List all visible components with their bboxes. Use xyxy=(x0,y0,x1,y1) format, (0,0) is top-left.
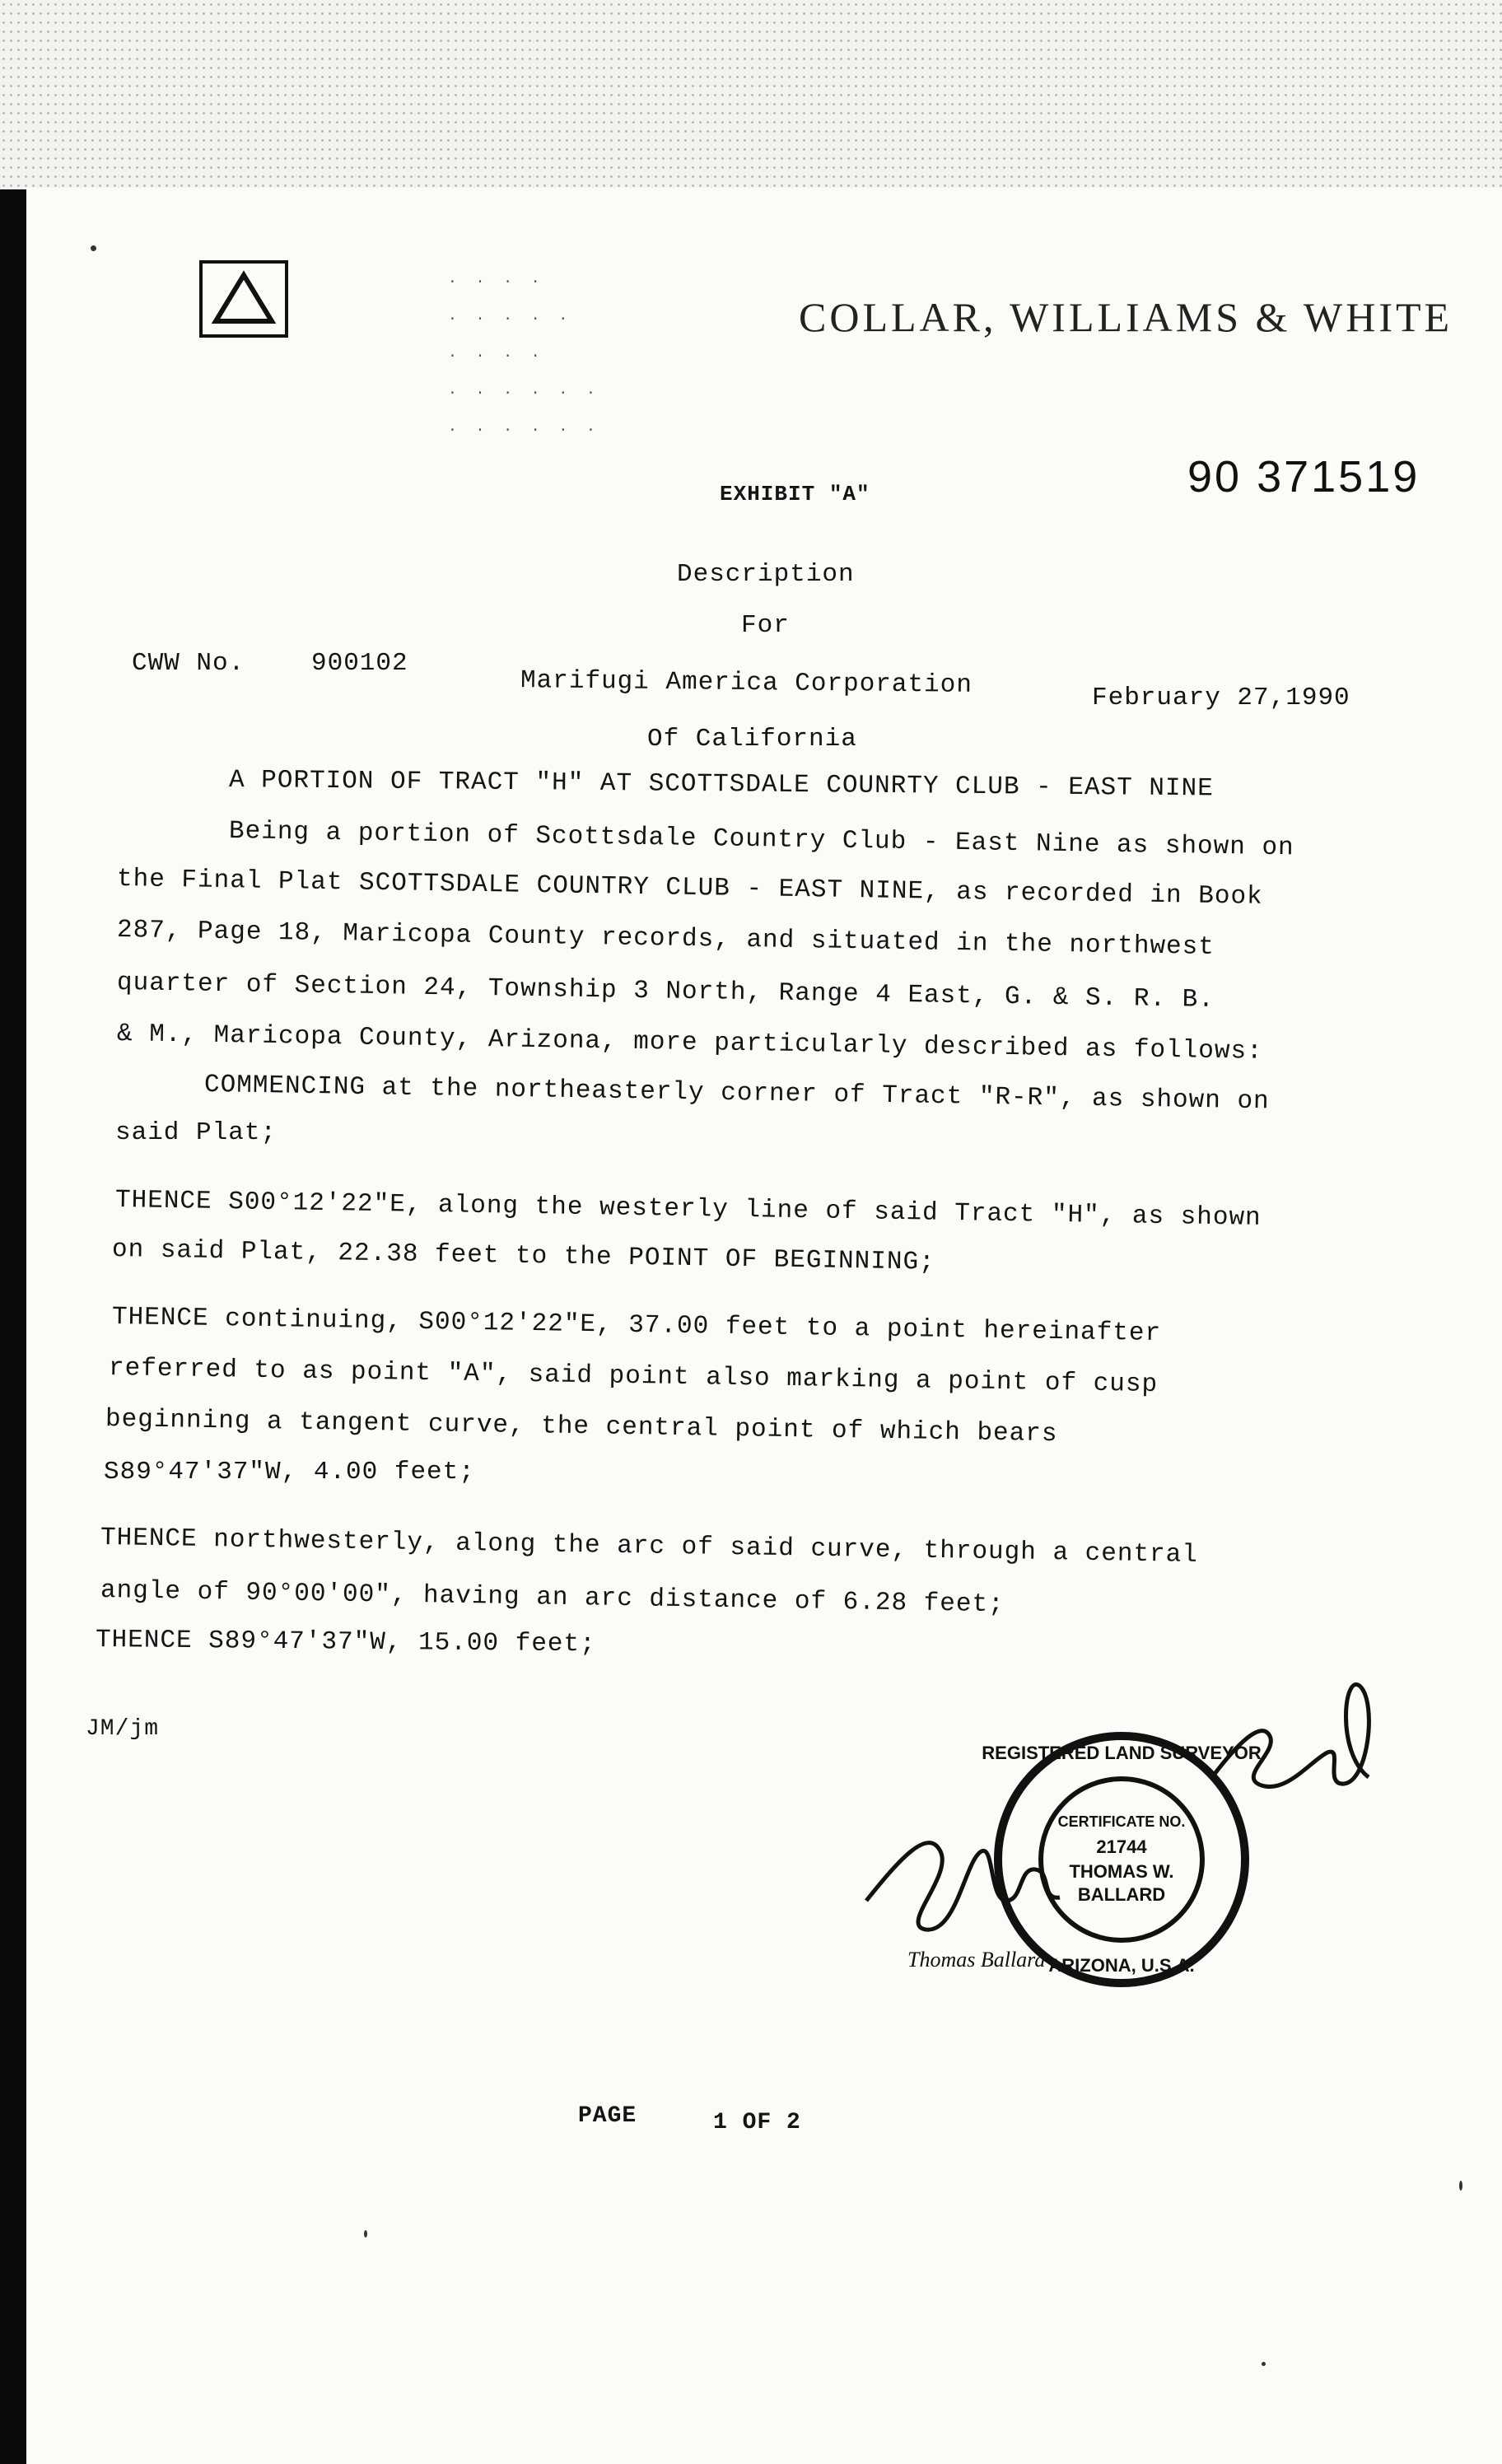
body-line: Being a portion of Scottsdale Country Club - East Nine as shown on xyxy=(228,817,1294,863)
exhibit-label: EXHIBIT "A" xyxy=(720,482,870,506)
firm-name: COLLAR, WILLIAMS & WHITE xyxy=(799,294,1453,340)
seal-number: 21744 xyxy=(1096,1836,1147,1857)
section-heading: A PORTION OF TRACT "H" AT SCOTTSDALE COUNRTY CLUB - EAST NINE xyxy=(228,766,1214,804)
title-state: Of California xyxy=(647,725,857,754)
document-date: February 27,1990 xyxy=(1092,684,1350,712)
body-line: angle of 90°00'00", having an arc distance of 6.28 feet; xyxy=(100,1576,1005,1620)
body-line: referred to as point "A", said point also marking a point of cusp xyxy=(108,1354,1159,1400)
seal-ring-text: REGISTERED LAND SURVEYOR xyxy=(982,1743,1262,1763)
surveyor-seal xyxy=(850,1654,1393,2000)
scan-speck xyxy=(1262,2362,1266,2366)
scan-speck xyxy=(91,245,96,251)
body-line: 287, Page 18, Maricopa County records, and situated in the northwest xyxy=(116,916,1215,962)
surveyor-signature: Thomas Ballard xyxy=(907,1948,1046,1972)
title-company: Marifugi America Corporation xyxy=(520,666,973,700)
address-line-faint: · · · · xyxy=(448,274,545,291)
address-line-faint: · · · · · · xyxy=(448,385,600,402)
document-number: 90 371519 xyxy=(1187,452,1420,502)
body-line: & M., Maricopa County, Arizona, more particularly described as follows: xyxy=(116,1020,1263,1066)
page-label: PAGE xyxy=(578,2103,637,2129)
scan-speck xyxy=(364,2230,367,2238)
cww-label: CWW No. xyxy=(132,649,245,678)
body-line: said Plat; xyxy=(115,1118,278,1147)
body-line: the Final Plat SCOTTSDALE COUNTRY CLUB - EAST NINE, as recorded in Book xyxy=(116,865,1263,912)
seal-name-1: THOMAS W. xyxy=(1069,1861,1174,1882)
address-line-faint: · · · · · · xyxy=(448,422,600,439)
body-line: on said Plat, 22.38 feet to the POINT OF BEGINNING; xyxy=(111,1235,935,1277)
address-line-faint: · · · · xyxy=(448,348,545,365)
title-for: For xyxy=(741,611,790,640)
body-line: COMMENCING at the northeasterly corner of Tract "R-R", as shown on xyxy=(203,1071,1270,1117)
seal-name-2: BALLARD xyxy=(1077,1884,1166,1905)
title-description: Description xyxy=(677,560,855,589)
scan-speck xyxy=(1459,2181,1462,2191)
cww-number: 900102 xyxy=(311,649,408,678)
body-line: THENCE S89°47'37"W, 15.00 feet; xyxy=(95,1626,596,1659)
address-line-faint: · · · · · xyxy=(448,311,573,328)
triangle-logo-icon xyxy=(199,260,288,338)
initials: JM/jm xyxy=(86,1716,160,1742)
body-line: quarter of Section 24, Township 3 North, Range 4 East, G. & S. R. B. xyxy=(116,968,1215,1015)
scan-border-top xyxy=(0,0,1502,189)
body-line: THENCE continuing, S00°12'22"E, 37.00 feet to a point hereinafter xyxy=(111,1303,1162,1349)
page-number: 1 OF 2 xyxy=(713,2110,801,2135)
body-line: THENCE northwesterly, along the arc of said curve, through a central xyxy=(100,1524,1199,1570)
seal-state-text: ARIZONA, U.S.A. xyxy=(1048,1955,1195,1976)
seal-certificate-label: CERTIFICATE NO. xyxy=(1057,1813,1186,1830)
body-line: THENCE S00°12'22"E, along the westerly line of said Tract "H", as shown xyxy=(114,1186,1262,1233)
document-page xyxy=(26,188,1502,2464)
body-line: S89°47'37"W, 4.00 feet; xyxy=(104,1458,475,1486)
body-line: beginning a tangent curve, the central point of which bears xyxy=(105,1405,1058,1449)
